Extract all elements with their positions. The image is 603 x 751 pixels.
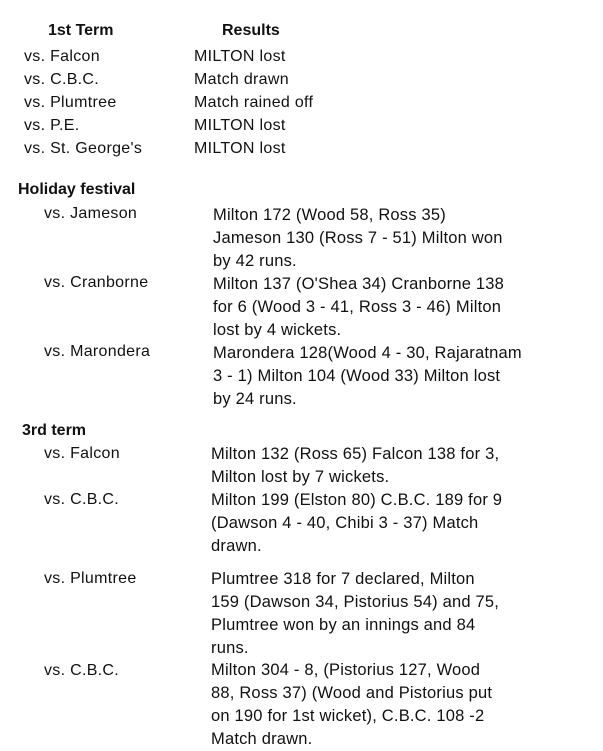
first-term-result: MILTON lost: [194, 140, 286, 157]
first-term-opponent: vs. Plumtree: [24, 94, 117, 111]
first-term-opponent: vs. Falcon: [24, 48, 100, 65]
third-term-details: Plumtree 318 for 7 declared, Milton 159 (Dawson 34, Pistorius 54) and 75, Plumtree won by an innings and 84 runs.: [211, 570, 500, 657]
holiday-festival-heading: Holiday festival: [18, 181, 136, 198]
first-term-result: MILTON lost: [194, 117, 286, 134]
third-term-opponent: vs. Plumtree: [44, 570, 137, 587]
first-term-opponent: vs. St. George's: [24, 140, 143, 157]
holiday-match-opponent: vs. Marondera: [44, 343, 151, 360]
holiday-match-opponent: vs. Cranborne: [44, 274, 149, 291]
first-term-opponent: vs. C.B.C.: [24, 71, 100, 88]
first-term-result: MILTON lost: [194, 48, 286, 65]
third-term-details: Milton 132 (Ross 65) Falcon 138 for 3, Milton lost by 7 wickets.: [211, 445, 500, 486]
first-term-opponent: vs. P.E.: [24, 117, 80, 134]
third-term-opponent: vs. C.B.C.: [44, 662, 120, 679]
third-term-details: Milton 199 (Elston 80) C.B.C. 189 for 9 (Dawson 4 - 40, Chibi 3 - 37) Match drawn.: [211, 491, 503, 555]
first-term-result: Match drawn: [194, 71, 289, 88]
holiday-match-details: Marondera 128(Wood 4 - 30, Rajaratnam 3 - 1) Milton 104 (Wood 33) Milton lost by 24 runs.: [213, 344, 522, 408]
third-term-opponent: vs. Falcon: [44, 445, 120, 462]
third-term-details: Milton 304 - 8, (Pistorius 127, Wood 88, Ross 37) (Wood and Pistorius put on 190 for 1st wicket), C.B.C. 108 -2 Match drawn.: [211, 661, 493, 748]
holiday-match-details: Milton 172 (Wood 58, Ross 35) Jameson 130 (Ross 7 - 51) Milton won by 42 runs.: [213, 206, 503, 270]
first-term-result: Match rained off: [194, 94, 314, 111]
third-term-heading: 3rd term: [22, 422, 87, 439]
holiday-match-details: Milton 137 (O'Shea 34) Cranborne 138 for 6 (Wood 3 - 41, Ross 3 - 46) Milton lost by 4 wickets.: [213, 275, 505, 339]
holiday-match-opponent: vs. Jameson: [44, 205, 138, 222]
third-term-opponent: vs. C.B.C.: [44, 491, 120, 508]
results-column-header: Results: [222, 22, 280, 39]
term-column-header: 1st Term: [48, 22, 114, 39]
